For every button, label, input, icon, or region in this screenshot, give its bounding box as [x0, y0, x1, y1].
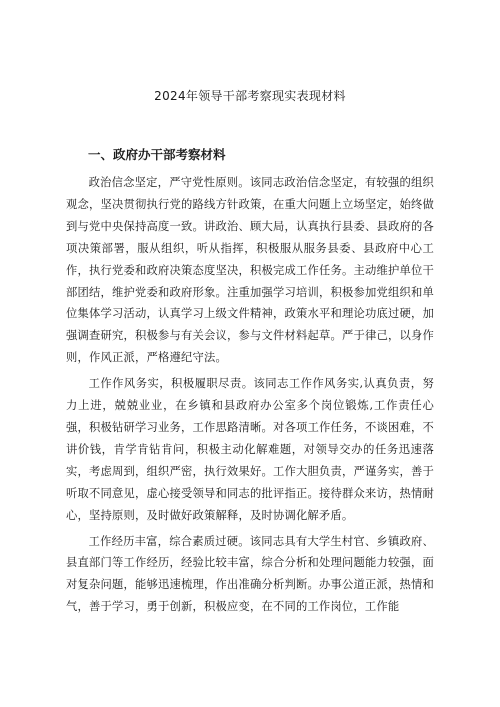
body-paragraph-2: 工作作风务实，积极履职尽责。该同志工作作风务实,认真负责，努力上进，兢兢业业，在乡镇和县政府办公室多个岗位锻炼,工作责任心强，积极钻研学习业务，工作思路清晰。对各项工作任务，不谈困难，不讲价钱，肯学肯钻肯问，积极主动化解难题，对领导交办的任务迅速落实，考虑周到，组织严密，执行效果好。工作大胆负责，严谨务实，善于听取不同意见，虚心接受领导和同志的批评指正。接待群众来访，热情耐心，坚持原则，及时做好政策解释，及时协调化解矛盾。: [66, 377, 434, 522]
body-paragraph-1: 政治信念坚定，严守党性原则。该同志政治信念坚定，有较强的组织观念，坚决贯彻执行党的路线方针政策，在重大问题上立场坚定，始终做到与党中央保持高度一致。讲政治、顾大局，认真执行县委、县政府的各项决策部署，服从组织，听从指挥，积极服从服务县委、县政府中心工作，执行党委和政府决策态度坚决，积极完成工作任务。主动维护单位干部团结，维护党委和政府形象。注重加强学习培训，积极参加党组织和单位集体学习活动，认真学习上级文件精神，政策水平和理论功底过硬，加强调查研究，积极参与有关会议，参与文件材料起草。严于律己，以身作则，作风正派，严格遵纪守法。: [66, 176, 434, 365]
document-title: 2024年领导干部考察现实表现材料: [154, 89, 346, 103]
body-paragraph-3: 工作经历丰富，综合素质过硬。该同志具有大学生村官、乡镇政府、县直部门等工作经历，经验比较丰富，综合分析和处理问题能力较强，面对复杂问题，能够迅速梳理，作出准确分析判断。办事公道正派，热情和气，善于学习，勇于创新，积极应变，在不同的工作岗位，工作能: [66, 534, 434, 614]
section-heading: 一、政府办干部考察材料: [88, 147, 226, 162]
